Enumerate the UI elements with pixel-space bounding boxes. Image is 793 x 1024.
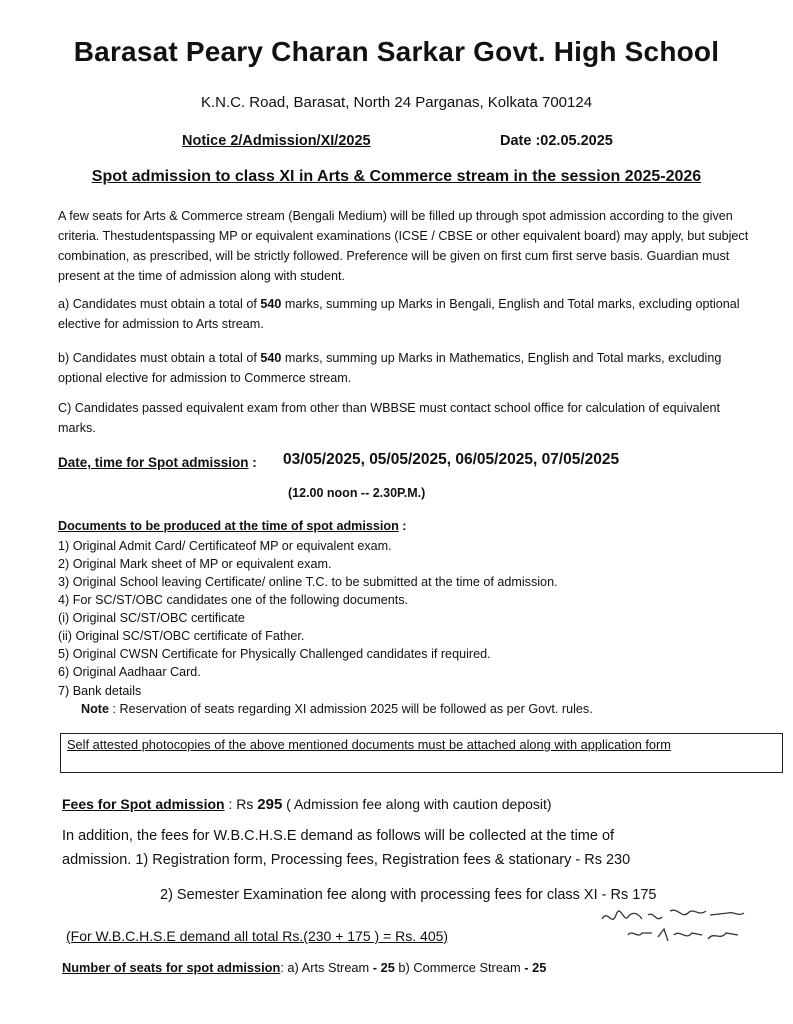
condition-b-marks: 540 bbox=[260, 351, 282, 365]
photocopy-notice-box bbox=[60, 733, 783, 773]
condition-a bbox=[58, 294, 758, 334]
document-item: 7) Bank details bbox=[58, 684, 142, 698]
document-item: 3) Original School leaving Certificate/ online T.C. to be submitted at the time of admission. bbox=[58, 575, 558, 589]
fees-colon: : Rs bbox=[224, 796, 258, 812]
spot-admission-label-text: Date, time for Spot admission bbox=[58, 455, 249, 470]
document-item: (ii) Original SC/ST/OBC certificate of Father. bbox=[58, 629, 305, 643]
fees-description: ( Admission fee along with caution deposit) bbox=[282, 796, 552, 812]
school-name: Barasat Peary Charan Sarkar Govt. High School bbox=[73, 36, 720, 67]
documents-heading-text: Documents to be produced at the time of spot admission bbox=[58, 519, 399, 533]
condition-b-post: marks, summing up Marks in Mathematics, English and Total marks, excluding optional elective for admission to Commerce stream. bbox=[58, 351, 722, 385]
document-item: 2) Original Mark sheet of MP or equivalent exam. bbox=[58, 557, 332, 571]
document-item: 4) For SC/ST/OBC candidates one of the following documents. bbox=[58, 593, 408, 607]
notice-heading: Spot admission to class XI in Arts & Commerce stream in the session 2025-2026 bbox=[91, 168, 702, 185]
seats-label: Number of seats for spot admission bbox=[62, 960, 281, 975]
note-label: Note bbox=[81, 702, 109, 716]
fees-label: Fees for Spot admission bbox=[62, 796, 225, 812]
commerce-stream-count: - 25 bbox=[524, 960, 547, 975]
spot-admission-separator: : bbox=[248, 455, 257, 470]
fees-amount: 295 bbox=[257, 796, 283, 813]
condition-a-marks: 540 bbox=[260, 297, 282, 311]
handwritten-signature bbox=[598, 905, 758, 947]
spot-admission-label bbox=[58, 455, 257, 470]
commerce-stream-label: b) Commerce Stream bbox=[394, 960, 525, 975]
fees-line bbox=[62, 796, 552, 813]
intro-paragraph: A few seats for Arts & Commerce stream (Bengali Medium) will be filled up through spot admission according to the given criteria. Thestudentspassing MP or equivalent examinations (ICSE / CBSE or other equivalent board) may apply, but subject combination, as prescribed, will be strictly followed. Preference will be given on first cum first serve basis. Guardian must present at the time of admission along with student. bbox=[58, 209, 749, 283]
arts-stream-count: - 25 bbox=[372, 960, 395, 975]
document-item: 5) Original CWSN Certificate for Physically Challenged candidates if required. bbox=[58, 647, 491, 661]
condition-b-pre: b) Candidates must obtain a total of bbox=[58, 351, 261, 365]
condition-c: C) Candidates passed equivalent exam from other than WBBSE must contact school office for calculation of equivalent marks. bbox=[58, 401, 720, 435]
school-address: K.N.C. Road, Barasat, North 24 Parganas, Kolkata 700124 bbox=[200, 94, 593, 111]
document-item: (i) Original SC/ST/OBC certificate bbox=[58, 611, 245, 625]
arts-stream-label: a) Arts Stream bbox=[283, 960, 373, 975]
wbchse-total: (For W.B.C.H.S.E demand all total Rs.(230 + 175 ) = Rs. 405) bbox=[66, 928, 449, 944]
notice-date: Date :02.05.2025 bbox=[500, 133, 613, 149]
condition-b bbox=[58, 348, 758, 388]
semester-fee-line: 2) Semester Examination fee along with processing fees for class XI - Rs 175 bbox=[160, 887, 657, 903]
documents-heading bbox=[58, 519, 406, 533]
wbchse-fees-line-1: In addition, the fees for W.B.C.H.S.E demand as follows will be collected at the time of bbox=[62, 828, 615, 844]
spot-admission-time: (12.00 noon -- 2.30P.M.) bbox=[288, 486, 426, 500]
documents-heading-suffix: : bbox=[398, 519, 407, 533]
document-item: 6) Original Aadhaar Card. bbox=[58, 665, 201, 679]
note-text: : Reservation of seats regarding XI admission 2025 will be followed as per Govt. rules. bbox=[109, 702, 593, 716]
seats-colon: : bbox=[280, 960, 284, 975]
reservation-note bbox=[81, 702, 593, 716]
photocopy-notice-text: Self attested photocopies of the above mentioned documents must be attached along with application form bbox=[67, 737, 671, 752]
condition-a-post: marks, summing up Marks in Bengali, English and Total marks, excluding optional elective for admission to Arts stream. bbox=[58, 297, 740, 331]
document-item: 1) Original Admit Card/ Certificateof MP or equivalent exam. bbox=[58, 539, 392, 553]
notice-number: Notice 2/Admission/XI/2025 bbox=[182, 133, 371, 149]
seats-line bbox=[62, 960, 546, 975]
wbchse-fees-line-2: admission. 1) Registration form, Processing fees, Registration fees & stationary - Rs 230 bbox=[62, 852, 631, 868]
condition-a-pre: a) Candidates must obtain a total of bbox=[58, 297, 261, 311]
spot-admission-dates: 03/05/2025, 05/05/2025, 06/05/2025, 07/05/2025 bbox=[283, 451, 620, 468]
